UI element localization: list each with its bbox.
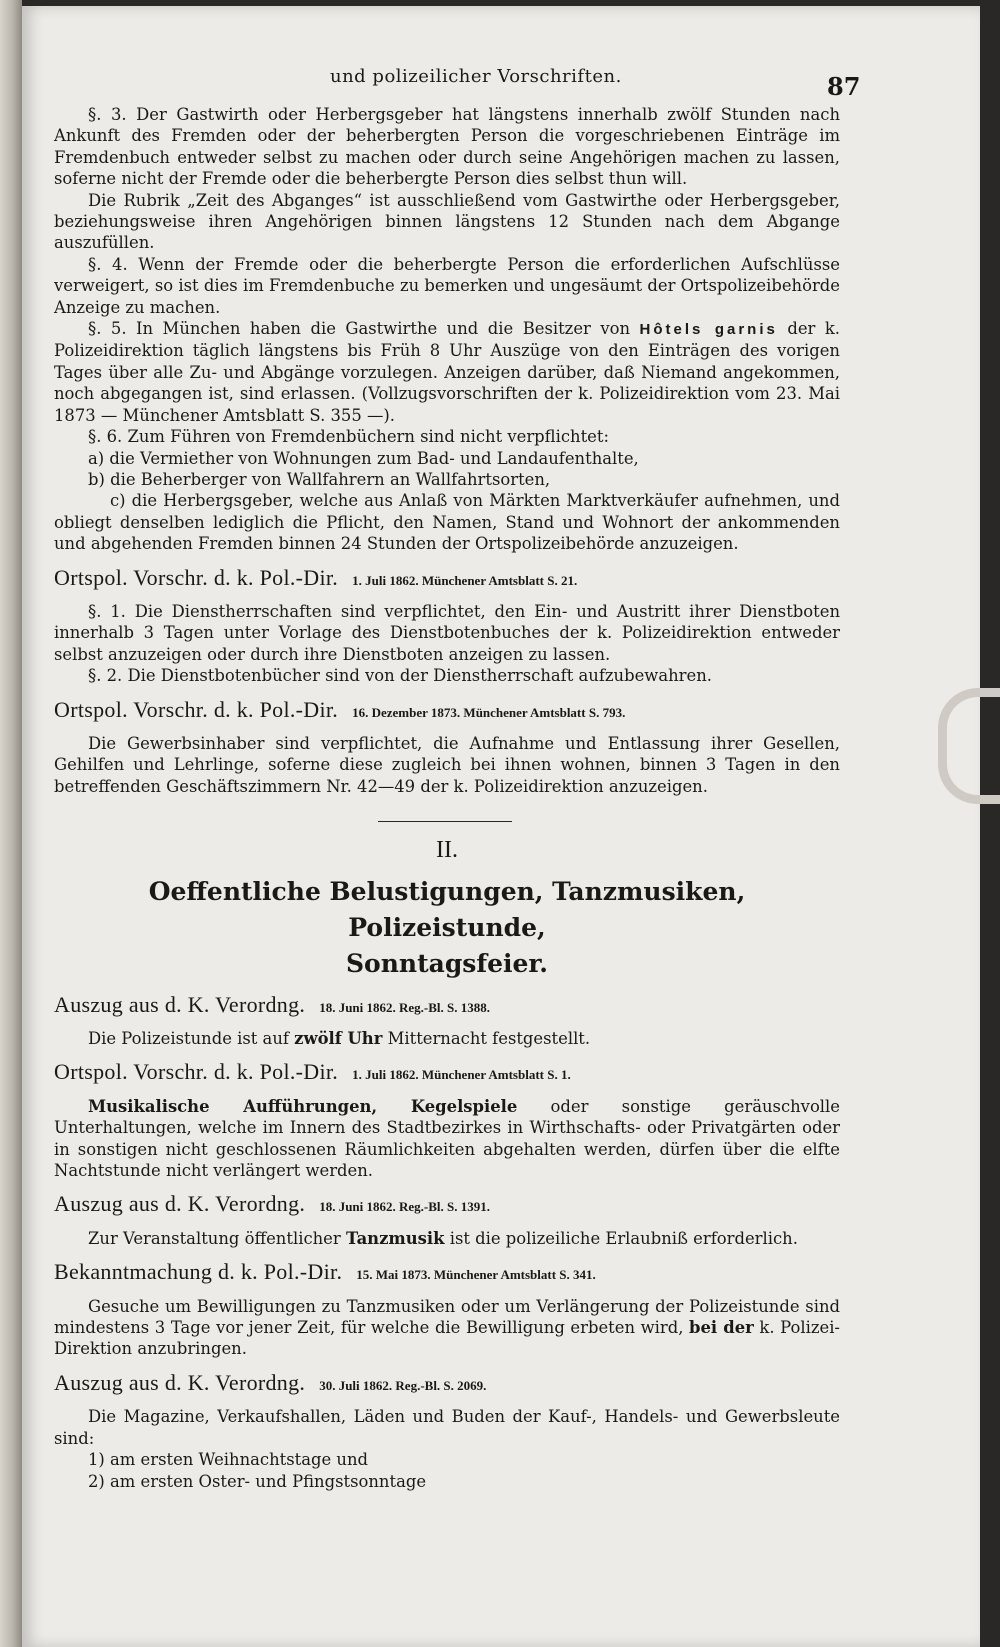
source-citation-4 [54, 1061, 840, 1085]
citation-reference: 1. Juli 1862. Münchener Amtsblatt S. 1. [352, 1067, 571, 1083]
list-item-a: a) die Vermiether von Wohnungen zum Bad- und Landaufenthalte, [88, 448, 639, 468]
bold-text: Tanzmusik [345, 1228, 445, 1248]
page-number: 87 [827, 72, 861, 101]
paragraph-gewerbe: Die Gewerbsinhaber sind verpflichtet, die Aufnahme und Entlassung ihrer Gesellen, Gehilfen und Lehrlinge, soferne diese zugleich bei ihnen wohnen, binnen 3 Tagen in den betreffenden Geschäftszimmern Nr. 42—49 der k. Polizeidirektion anzuzeigen. [54, 733, 840, 796]
list-item-1: 1) am ersten Weihnachtstage und [88, 1450, 368, 1470]
list-item-c: c) die Herbergsgeber, welche aus Anlaß von Märkten Marktverkäufer aufnehmen, und obliegt denselben lediglich die Pflicht, den Namen, Stand und Wohnort der ankommenden und abgehenden Fremden binnen 24 Stunden der Ortspolizeibehörde anzuzeigen. [54, 491, 840, 554]
paragraph-tanzmusik [54, 1228, 840, 1249]
citation-reference: 16. Dezember 1873. Münchener Amtsblatt S. 793. [352, 704, 626, 720]
text-run: k. Polizei-Direktion anzubringen. [54, 1318, 840, 1359]
citation-reference: 1. Juli 1862. Münchener Amtsblatt S. 21. [352, 572, 578, 588]
source-citation-1 [54, 564, 840, 591]
section-number: II. [436, 837, 458, 864]
bold-text: zwölf Uhr [294, 1029, 383, 1048]
paragraph-rubrik: Die Rubrik „Zeit des Abganges“ ist ausschließend vom Gastwirthe oder Herbergsgeber, beziehungsweise ihren Angehörigen binnen längstens 12 Stunden nach dem Abgange auszufüllen. [54, 190, 840, 253]
source-citation-7 [54, 1369, 840, 1396]
section-title [54, 874, 840, 982]
book-spine [0, 0, 22, 1647]
running-head: und polizeilicher Vorschriften. [330, 66, 622, 87]
source-citation-2 [54, 696, 840, 723]
page-body [54, 104, 840, 1492]
citation-reference: 30. Juli 1862. Reg.-Bl. S. 2069. [319, 1377, 487, 1393]
binder-clip [938, 688, 1000, 804]
text-run: Mitternacht festgestellt. [387, 1029, 591, 1048]
paragraph-s3: §. 3. Der Gastwirth oder Herbergsgeber hat längstens innerhalb zwölf Stunden nach Ankunft des Fremden oder der beherbergten Person die vorgeschriebenen Einträge im Fremdenbuch entweder selbst zu machen oder durch seine Angehörigen machen zu lassen, soferne nicht der Fremde oder die beherbergte Person dies selbst thun will. [54, 105, 840, 189]
source-citation-6 [54, 1261, 840, 1285]
list-item-2: 2) am ersten Oster- und Pfingstsonntage [88, 1471, 427, 1491]
text-run: Gesuche um Bewilligungen zu Tanzmusiken oder um Verlängerung der Polizeistunde sind mindestens 3 Tage vor jener Zeit, für welche die Bewilligung erbeten wird, [54, 1296, 840, 1338]
source-citation-3 [54, 991, 840, 1018]
list-item-b: b) die Beherberger von Wallfahrern an Wallfahrtsorten, [88, 469, 551, 489]
text-run: Zur Veranstaltung öffentlicher [88, 1228, 341, 1248]
section-title-line: Oeffentliche Belustigungen, Tanzmusiken, Polizeistunde, [148, 876, 746, 942]
paragraph-gesuche [54, 1296, 840, 1360]
citation-label: Auszug aus d. K. Verordng. [54, 1191, 306, 1217]
paragraph-musik [54, 1096, 840, 1182]
citation-label: Ortspol. Vorschr. d. k. Pol.-Dir. [54, 696, 339, 722]
citation-reference: 18. Juni 1862. Reg.-Bl. S. 1391. [319, 1199, 491, 1215]
paragraph-dienst-s2: §. 2. Die Dienstbotenbücher sind von der Dienstherrschaft aufzubewahren. [88, 666, 712, 686]
citation-label: Bekanntmachung d. k. Pol.-Dir. [54, 1259, 343, 1285]
citation-label: Ortspol. Vorschr. d. k. Pol.-Dir. [54, 564, 339, 590]
paragraph-magazine: Die Magazine, Verkaufshallen, Läden und Buden der Kauf-, Handels- und Gewerbsleute sind: [54, 1407, 840, 1448]
paragraph-s5 [54, 318, 840, 426]
text-run: Die Polizeistunde ist auf [88, 1029, 289, 1048]
citation-label: Auszug aus d. K. Verordng. [54, 1369, 306, 1395]
paragraph-polizeistunde [54, 1028, 840, 1049]
citation-label: Ortspol. Vorschr. d. k. Pol.-Dir. [54, 1059, 339, 1085]
paragraph-dienst-s1: §. 1. Die Dienstherrschaften sind verpflichtet, den Ein- und Austritt ihrer Dienstboten innerhalb 3 Tagen unter Vorlage des Dienstbotenbuches der k. Polizeidirektion entweder selbst anzuzeigen oder durch ihre Dienstboten anzeigen zu lassen. [54, 601, 840, 664]
text-run: der k. Polizeidirektion täglich längstens bis Früh 8 Uhr Auszüge von den Einträgen des vorigen Tages über alle Zu- und Abgänge vorzulegen. Anzeigen darüber, daß Niemand angekommen, noch abgegangen ist, sind erlassen. (Vollzugsvorschriften der k. Polizeidirektion vom 23. Mai 1873 — Münchener Amtsblatt S. 355 —). [54, 319, 840, 425]
paragraph-s4: §. 4. Wenn der Fremde oder die beherbergte Person die erforderlichen Aufschlüsse verweigert, so ist dies im Fremdenbuche zu bemerken und ungesäumt der Ortspolizeibehörde Anzeige zu machen. [54, 254, 840, 317]
citation-reference: 18. Juni 1862. Reg.-Bl. S. 1388. [319, 999, 491, 1015]
text-run: oder sonstige geräuschvolle Unterhaltungen, welche im Innern des Stadtbezirkes in Wirthschafts- oder Privatgärten oder in sonstigen nicht geschlossenen Räumlichkeiten abgehalten werden, dürfen über die elfte Nachtstunde nicht verlängert werden. [54, 1096, 840, 1181]
section-title-line: Sonntagsfeier. [345, 948, 549, 978]
text-run: ist die polizeiliche Erlaubniß erforderlich. [449, 1228, 798, 1248]
text-run: §. 5. In München haben die Gastwirthe und die Besitzer von [88, 319, 631, 339]
bold-text: Musikalische Aufführungen, Kegelspiele [88, 1096, 518, 1116]
bold-text: bei der [689, 1318, 754, 1338]
citation-label: Auszug aus d. K. Verordng. [54, 991, 306, 1017]
spaced-text: Hôtels garnis [639, 321, 778, 339]
section-divider [378, 821, 512, 822]
paragraph-s6: §. 6. Zum Führen von Fremdenbüchern sind nicht verpflichtet: [88, 427, 609, 447]
citation-reference: 15. Mai 1873. Münchener Amtsblatt S. 341. [356, 1267, 596, 1283]
source-citation-5 [54, 1193, 840, 1217]
